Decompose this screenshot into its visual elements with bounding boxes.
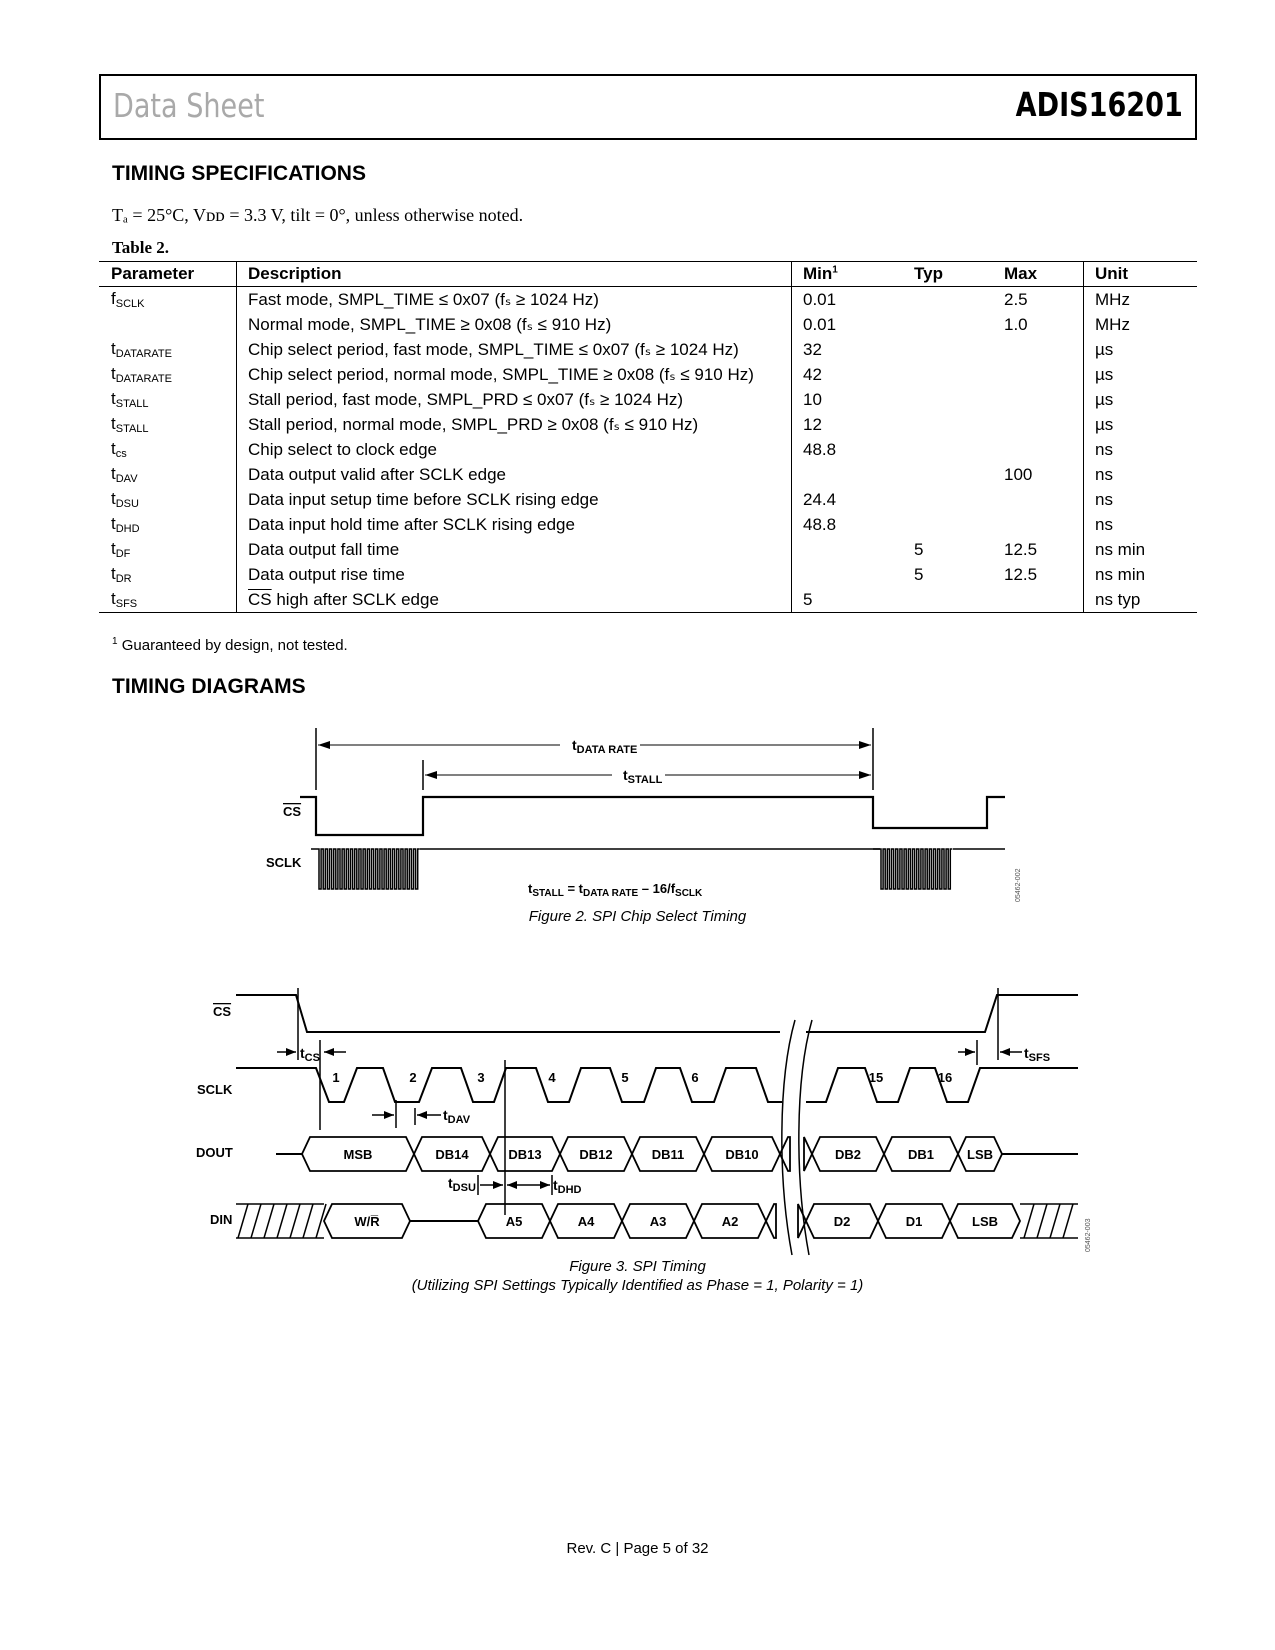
cell-description: Chip select period, fast mode, SMPL_TIME ≤ 0x07 (fₛ ≥ 1024 Hz) — [237, 337, 792, 362]
cell-min: 42 — [803, 364, 822, 384]
col-header-parameter: Parameter — [99, 262, 237, 287]
dout-bit-label: DB2 — [834, 1147, 862, 1162]
din-bit-label: W/R̅ — [354, 1214, 380, 1229]
fig3-din-label: DIN — [210, 1212, 233, 1227]
dout-bit-label: MSB — [343, 1147, 373, 1162]
cell-parameter: $t_{DATARATE}$ — [99, 362, 237, 387]
timing-diagrams-heading: TIMING DIAGRAMS — [112, 675, 306, 698]
dout-bit-label: DB1 — [907, 1147, 935, 1162]
cell-parameter: $t_{SFS}$ — [99, 587, 237, 613]
cell-max: 100 — [993, 462, 1084, 487]
cell-description: Data output fall time — [237, 537, 792, 562]
cell-unit: ns — [1095, 489, 1113, 509]
cell-unit: µs — [1095, 389, 1114, 409]
cell-unit: MHz — [1095, 314, 1130, 334]
fig3-cs-waveform — [236, 995, 780, 1032]
cell-unit: µs — [1095, 339, 1114, 359]
fig2-cs-label: CS — [283, 804, 302, 819]
din-bit-label: A2 — [721, 1214, 739, 1229]
cell-description: Stall period, normal mode, SMPL_PRD ≥ 0x08 (fₛ ≤ 910 Hz) — [237, 412, 792, 437]
cell-parameter: $t_{DSU}$ — [99, 487, 237, 512]
col-header-typ: Typ — [903, 262, 993, 287]
cell-unit: ns — [1095, 464, 1113, 484]
fig3-clock-number: 1 — [332, 1070, 340, 1085]
cell-unit: ns min — [1095, 539, 1146, 559]
fig3-figure-code: 05462-003 — [1085, 1218, 1092, 1252]
header-part-number: ADIS16201 — [1015, 85, 1183, 124]
cell-description: Stall period, fast mode, SMPL_PRD ≤ 0x07 (fₛ ≥ 1024 Hz) — [237, 387, 792, 412]
cell-description: Data input hold time after SCLK rising edge — [237, 512, 792, 537]
cell-parameter: $t_{DF}$ — [99, 537, 237, 562]
cell-unit: µs — [1095, 414, 1114, 434]
fig2-figure-code: 05462-002 — [1015, 868, 1022, 902]
timing-specifications-heading: TIMING SPECIFICATIONS — [112, 162, 366, 185]
fig3-clock-number: 15 — [868, 1070, 884, 1085]
cell-min: 48.8 — [803, 514, 837, 534]
cell-unit: ns min — [1095, 564, 1146, 584]
cell-max: 12.5 — [993, 537, 1084, 562]
din-bit-label: A3 — [649, 1214, 667, 1229]
cell-min: 0.01 — [803, 314, 837, 334]
cell-unit: ns typ — [1084, 587, 1198, 613]
cell-parameter: $t_{STALL}$ — [99, 412, 237, 437]
header-doc-type: Data Sheet — [113, 86, 265, 125]
col-header-unit: Unit — [1084, 262, 1198, 287]
table-footnote: $^1$ Guaranteed by design, not tested. — [112, 636, 348, 654]
fig3-din-waveform — [236, 1204, 1078, 1238]
cell-unit: MHz — [1095, 289, 1130, 309]
fig3-t-sfs-label: $t_{SFS}$ — [1024, 1045, 1051, 1064]
cell-max: 1.0 — [993, 312, 1084, 337]
page-footer: Rev. C | Page 5 of 32 — [566, 1540, 709, 1557]
fig3-t-dav-label: $t_{DAV}$ — [443, 1107, 471, 1126]
dout-bit-label: DB13 — [508, 1147, 542, 1162]
fig3-t-dhd-label: $t_{DHD}$ — [553, 1177, 582, 1196]
cell-description: Chip select period, normal mode, SMPL_TIME ≥ 0x08 (fₛ ≤ 910 Hz) — [237, 362, 792, 387]
fig3-clock-number: 3 — [477, 1070, 485, 1085]
cell-typ: 5 — [914, 539, 924, 559]
fig3-clock-number: 16 — [937, 1070, 953, 1085]
fig2-t-stall-label: $t_{STALL}$ — [623, 767, 663, 786]
cell-min: 48.8 — [803, 439, 837, 459]
dout-bit-label: DB11 — [651, 1147, 685, 1162]
fig2-t-data-rate-label: $t_{DATA RATE}$ — [572, 737, 638, 756]
din-bit-label: D2 — [833, 1214, 851, 1229]
cell-unit: ns — [1095, 439, 1113, 459]
fig3-sclk-waveform — [236, 1068, 782, 1102]
cell-description: Normal mode, SMPL_TIME ≥ 0x08 (fₛ ≤ 910 Hz) — [237, 312, 792, 337]
cell-max: 12.5 — [993, 562, 1084, 587]
cell-min: 5 — [792, 587, 904, 613]
cell-description: Fast mode, SMPL_TIME ≤ 0x07 (fₛ ≥ 1024 Hz) — [237, 287, 792, 313]
cell-unit: µs — [1095, 364, 1114, 384]
fig2-sclk-label: SCLK — [266, 855, 302, 870]
fig2-stall-formula: $t_{STALL} = t_{DATA RATE} - 16/f_{SCLK}$ — [528, 881, 703, 899]
figure-3-caption-line-1: Figure 3. SPI Timing — [569, 1258, 706, 1275]
fig3-cs-label: CS — [213, 1004, 232, 1019]
cell-unit: ns — [1095, 514, 1113, 534]
cell-min: 12 — [803, 414, 822, 434]
table-caption: Table 2. — [112, 238, 170, 257]
din-bit-label: A5 — [505, 1214, 523, 1229]
cell-min: 24.4 — [803, 489, 837, 509]
din-bit-label: D1 — [905, 1214, 923, 1229]
figure-3-caption-line-2: (Utilizing SPI Settings Typically Identified as Phase = 1, Polarity = 1) — [411, 1277, 864, 1294]
col-header-min: Min$^1$ — [792, 262, 904, 287]
cell-parameter: $t_{DR}$ — [99, 562, 237, 587]
fig3-sclk-label: SCLK — [197, 1082, 233, 1097]
figure-2-caption: Figure 2. SPI Chip Select Timing — [528, 908, 747, 925]
cell-parameter: $t_{DHD}$ — [99, 512, 237, 537]
cell-typ: 5 — [914, 564, 924, 584]
cell-description: Data output rise time — [237, 562, 792, 587]
dout-bit-label: LSB — [967, 1147, 993, 1162]
col-header-description: Description — [237, 262, 792, 287]
fig3-dout-waveform — [276, 1137, 1078, 1171]
cell-parameter: $t_{DAV}$ — [99, 462, 237, 487]
din-bit-label: A4 — [577, 1214, 595, 1229]
cell-parameter: $t_{cs}$ — [99, 437, 237, 462]
fig3-clock-number: 6 — [691, 1070, 699, 1085]
cell-parameter: $t_{DATARATE}$ — [99, 337, 237, 362]
cell-min: 10 — [803, 389, 822, 409]
test-conditions: Tₐ = 25°C, Vᴅᴅ = 3.3 V, tilt = 0°, unless otherwise noted. — [112, 205, 524, 225]
col-header-max: Max — [993, 262, 1084, 287]
fig3-dout-label: DOUT — [196, 1145, 233, 1160]
fig3-t-cs-label: $t_{CS}$ — [300, 1045, 320, 1064]
cell-parameter: $t_{STALL}$ — [99, 387, 237, 412]
fig3-clock-number: 5 — [621, 1070, 629, 1085]
dout-bit-label: DB10 — [725, 1147, 759, 1162]
dout-bit-label: DB14 — [435, 1147, 469, 1162]
cell-description: Data input setup time before SCLK rising edge — [237, 487, 792, 512]
fig3-clock-number: 2 — [409, 1070, 417, 1085]
cell-min: 0.01 — [803, 289, 837, 309]
fig3-t-dsu-label: $t_{DSU}$ — [448, 1175, 476, 1194]
fig3-clock-number: 4 — [548, 1070, 556, 1085]
cell-description: $\overline{CS}$ high after SCLK edge — [237, 587, 792, 613]
cell-description: Data output valid after SCLK edge — [237, 462, 792, 487]
cell-max: 2.5 — [993, 287, 1084, 313]
cell-description: Chip select to clock edge — [237, 437, 792, 462]
cell-min: 32 — [803, 339, 822, 359]
dout-bit-label: DB12 — [579, 1147, 613, 1162]
cell-parameter: $f_{SCLK}$ — [99, 287, 237, 313]
din-bit-label: LSB — [972, 1214, 998, 1229]
